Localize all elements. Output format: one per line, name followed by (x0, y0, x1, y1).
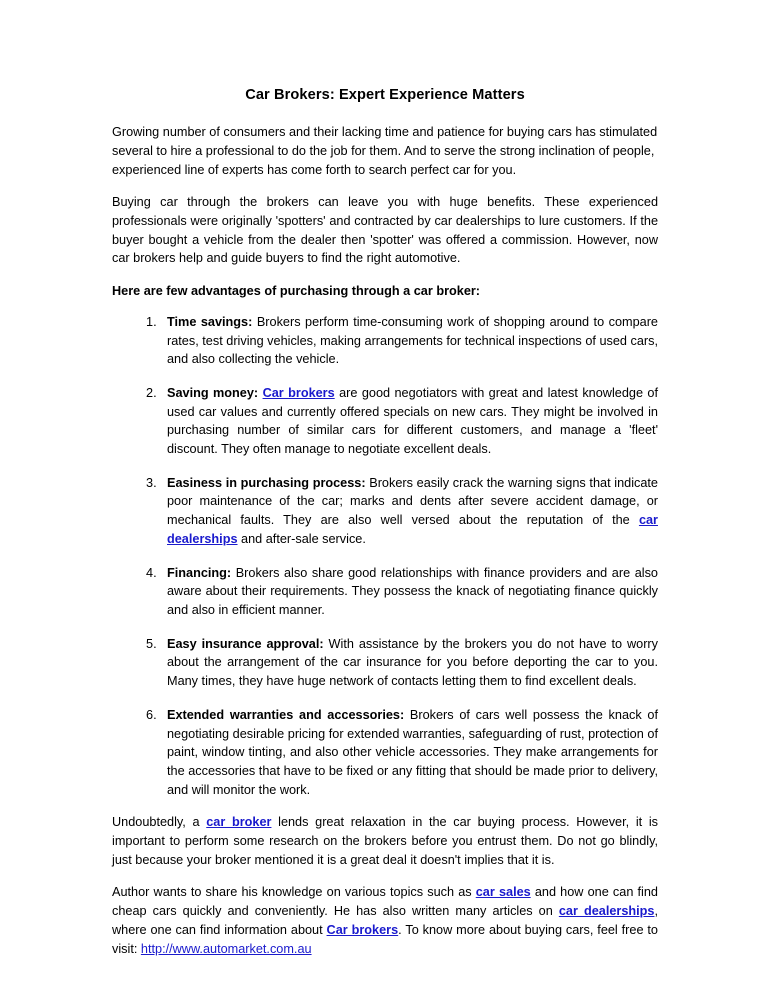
list-item-body-before-link: Brokers easily crack the warning signs that indicate poor maintenance of the car; marks and dents after severe accident damage, or mechanical faults. They are also well versed about the reputation of the (167, 475, 658, 528)
author-note-segment-1: Author wants to share his knowledge on various topics such as (112, 885, 476, 900)
car-dealerships-link[interactable]: car dealerships (167, 513, 658, 546)
document-content (112, 86, 658, 972)
list-item-term: Saving money: (167, 385, 259, 400)
list-item-body: With assistance by the brokers you do not have to worry about the arrangement of the car insurance for you before deporting the car to you. Many times, they have huge network of contacts letting them to find excellent deals. (167, 636, 658, 689)
list-item-body: Brokers perform time-consuming work of shopping around to compare rates, test driving vehicles, making arrangements for technical inspections of used cars, and also collecting the vehicle. (167, 314, 658, 367)
car-brokers-link[interactable]: Car brokers (326, 922, 399, 937)
conclusion-text-after-link: lends great relaxation in the car buying process. However, it is important to perform some research on the brokers before you entrust them. Do not go blindly, just because your broker mentioned it is a great deal it doesn't implies that it is. (112, 815, 659, 867)
list-item-term: Easiness in purchasing process: (167, 475, 366, 490)
list-item-term: Financing: (167, 565, 232, 580)
author-note-paragraph (112, 883, 658, 958)
author-note-segment-3: , where one can find information about (112, 904, 659, 937)
list-item-body-after-link: and after-sale service. (237, 531, 366, 546)
car-sales-link[interactable]: car sales (475, 885, 531, 900)
list-item (112, 313, 658, 369)
car-brokers-link[interactable]: Car brokers (262, 385, 335, 400)
automarket-website-link[interactable]: http://www.automarket.com.au (140, 941, 312, 956)
page-title: Car Brokers: Expert Experience Matters (245, 87, 525, 103)
list-item (112, 384, 658, 459)
list-item (112, 474, 658, 549)
list-item-body-after-link: are good negotiators with great and latest knowledge of used car values and currently offered specials on new cars. They might be involved in purchasing number of similar cars for different customers, and manage a 'fleet' discount. They often manage to negotiate excellent deals. (167, 385, 658, 457)
intro-paragraph-1: Growing number of consumers and their lacking time and patience for buying cars has stimulated several to hire a professional to do the job for them. And to serve the strong inclination of people, experienced line of experts has come forth to search perfect car for you. (112, 125, 658, 177)
intro-paragraph-2: Buying car through the brokers can leave you with huge benefits. These experienced professionals were originally 'spotters' and contracted by car dealerships to lure customers. If the buyer bought a vehicle from the dealer then 'spotter' was offered a commission. However, now car brokers help and guide buyers to find the right automotive. (112, 195, 658, 266)
car-dealerships-link[interactable]: car dealerships (558, 904, 655, 919)
advantages-lead-in: Here are few advantages of purchasing through a car broker: (112, 284, 481, 299)
conclusion-text-before-link: Undoubtedly, a (112, 815, 207, 830)
list-item-body: Brokers of cars well possess the knack of negotiating desirable pricing for extended warranties, safeguarding of rust, protection of paint, window tinting, and also other vehicle accessories. They make arrangements for the accessories that have to be fixed or any fitting that should be made prior to delivery, and will monitor the work. (167, 707, 658, 797)
list-item (112, 564, 658, 620)
conclusion-paragraph (112, 813, 658, 869)
author-note-segment-4: . To know more about buying cars, feel free to visit: (112, 922, 658, 956)
list-item-body: Brokers also share good relationships with finance providers and are also aware about their requirements. They possess the knack of negotiating finance quickly and also in efficient manner. (167, 565, 658, 617)
list-item (112, 635, 658, 691)
list-item-term: Extended warranties and accessories: (167, 707, 405, 722)
list-item (112, 706, 658, 800)
list-item-term: Easy insurance approval: (167, 636, 324, 651)
car-broker-link[interactable]: car broker (206, 815, 272, 830)
advantages-list (112, 313, 658, 799)
author-note-segment-2: and how one can find cheap cars quickly and conveniently. He has also written many articles on (112, 885, 658, 919)
list-item-term: Time savings: (167, 314, 253, 329)
